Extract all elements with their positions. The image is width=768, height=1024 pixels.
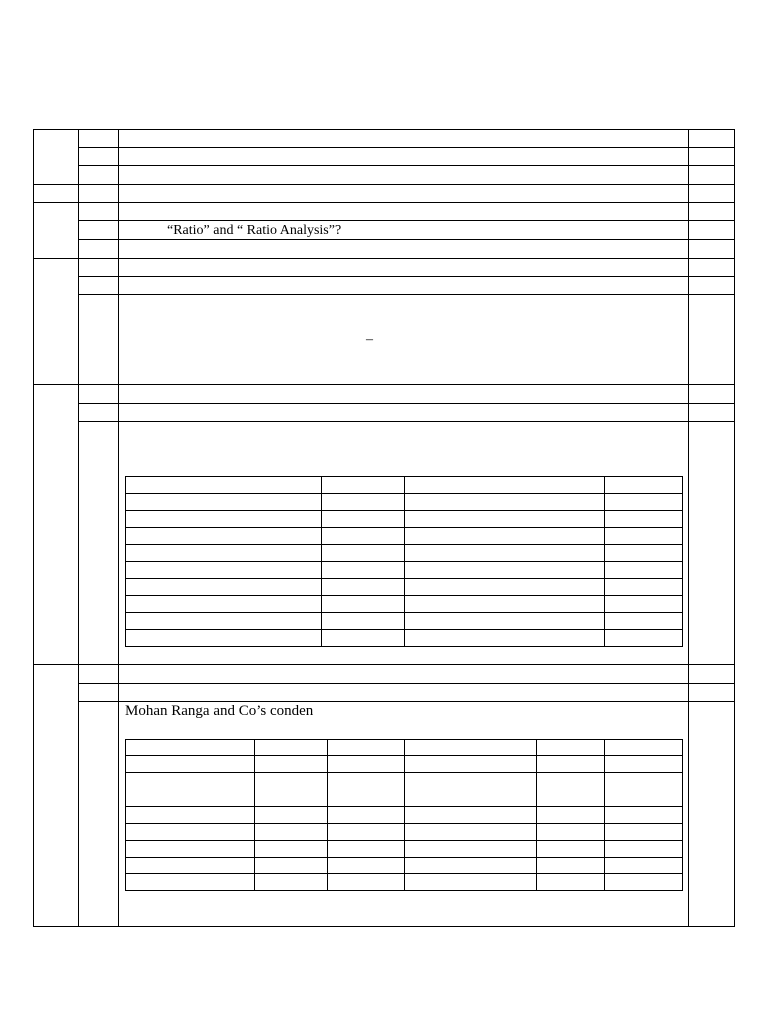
question-mohan-ranga: Mohan Ranga and Co’s conden [125, 703, 314, 719]
inner-table-2-col [254, 739, 255, 891]
inner-table-2-col [125, 739, 126, 891]
frame-left-border [33, 129, 34, 927]
frame-right-border [734, 129, 735, 927]
row-separator [78, 421, 735, 422]
inner-table-2-col [536, 739, 537, 891]
frame-bottom-border [33, 926, 735, 927]
inner-table-1-col [321, 476, 322, 647]
question-ratio-analysis: “Ratio” and “ Ratio Analysis”? [167, 223, 342, 238]
row-separator [78, 220, 735, 221]
group-separator [33, 184, 735, 185]
row-separator [78, 683, 735, 684]
inner-table-1-col [404, 476, 405, 647]
inner-table-1-col [604, 476, 605, 647]
row-separator [78, 403, 735, 404]
column-divider-3 [688, 129, 689, 927]
group-separator [33, 664, 735, 665]
group-separator [33, 384, 735, 385]
inner-table-1-col [682, 476, 683, 647]
inner-table-2-col [604, 739, 605, 891]
row-separator [78, 276, 735, 277]
group-separator [33, 258, 735, 259]
dash-mark: – [366, 332, 373, 347]
group-separator [33, 202, 735, 203]
row-separator [78, 147, 735, 148]
inner-table-2-col [682, 739, 683, 891]
column-divider-2 [118, 129, 119, 927]
inner-table-2-col [327, 739, 328, 891]
inner-table-2-col [404, 739, 405, 891]
row-separator [78, 239, 735, 240]
row-separator [78, 165, 735, 166]
frame-top-border [33, 129, 735, 130]
inner-table-1-col [125, 476, 126, 647]
row-separator [78, 701, 735, 702]
column-divider-1 [78, 129, 79, 927]
row-separator [78, 294, 735, 295]
